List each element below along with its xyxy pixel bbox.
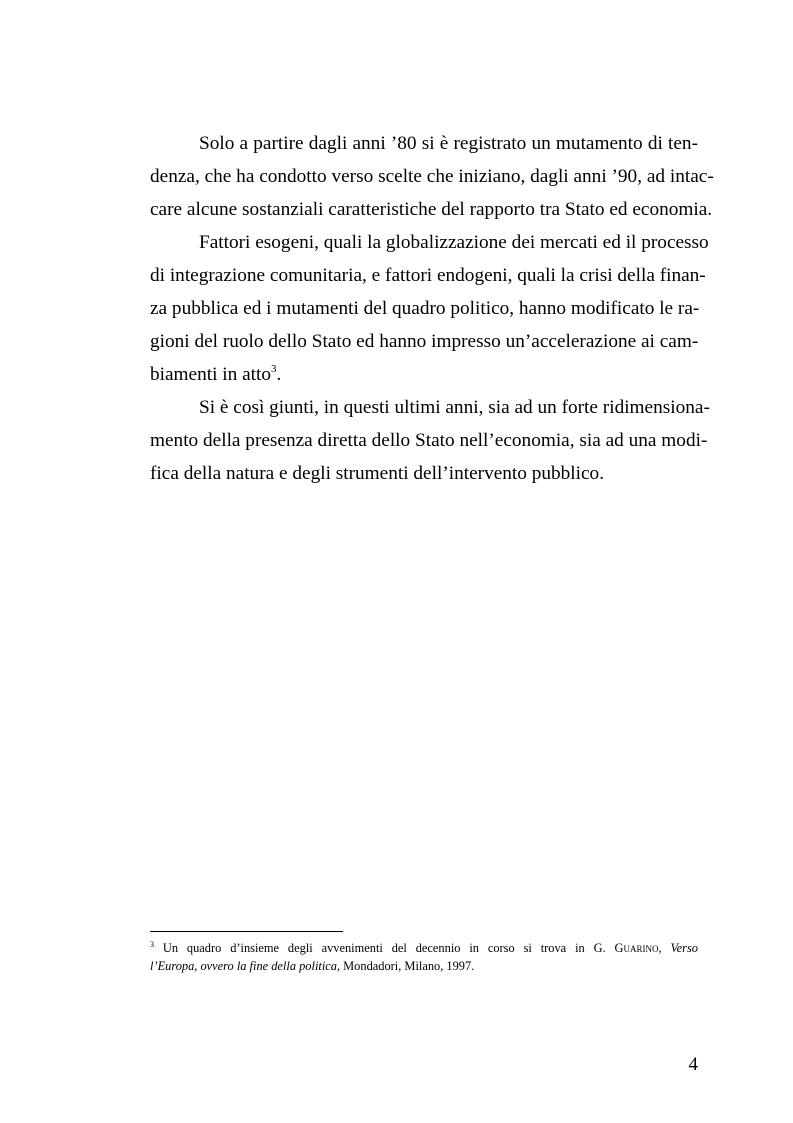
body-text-line: gioni del ruolo dello Stato ed hanno impresso un’accelerazione ai cam- bbox=[150, 331, 699, 352]
footnote-reference[interactable]: 3 bbox=[271, 363, 277, 375]
footnote-text: Un quadro d’insieme degli avvenimenti del decennio in corso si trova in G. bbox=[154, 941, 615, 955]
footnote-author: Guarino bbox=[614, 941, 659, 955]
footnote-line bbox=[150, 940, 698, 956]
footnote-separator bbox=[150, 931, 343, 932]
footnote-text: , bbox=[658, 941, 671, 955]
page-number: 4 bbox=[688, 1054, 698, 1075]
body-text-line: fica della natura e degli strumenti dell’intervento pubblico. bbox=[150, 463, 605, 484]
footnote-line bbox=[150, 958, 698, 974]
body-text-line: za pubblica ed i mutamenti del quadro politico, hanno modificato le ra- bbox=[150, 298, 700, 319]
body-text-line: Si è così giunti, in questi ultimi anni, sia ad un forte ridimensiona- bbox=[199, 397, 710, 418]
body-text-fragment: biamenti in atto bbox=[150, 364, 272, 385]
footnote-title: l’Europa, ovvero la fine della politica bbox=[150, 959, 337, 973]
body-text-line: di integrazione comunitaria, e fattori endogeni, quali la crisi della finan- bbox=[150, 265, 706, 286]
body-text-line: Fattori esogeni, quali la globalizzazione dei mercati ed il processo bbox=[199, 232, 709, 253]
footnote-title: Verso bbox=[670, 941, 698, 955]
body-text-fragment: . bbox=[276, 364, 282, 385]
footnote-publication: , Mondadori, Milano, 1997. bbox=[336, 959, 475, 973]
body-text-line: Solo a partire dagli anni ’80 si è registrato un mutamento di ten- bbox=[199, 133, 698, 154]
body-text-line: mento della presenza diretta dello Stato nell’economia, sia ad una modi- bbox=[150, 430, 708, 451]
body-text-line: care alcune sostanziali caratteristiche del rapporto tra Stato ed economia. bbox=[150, 199, 713, 220]
body-text-line bbox=[150, 363, 698, 387]
body-text-line: denza, che ha condotto verso scelte che iniziano, dagli anni ’90, ad intac- bbox=[150, 166, 714, 187]
footnote-number: 3 bbox=[150, 940, 154, 949]
